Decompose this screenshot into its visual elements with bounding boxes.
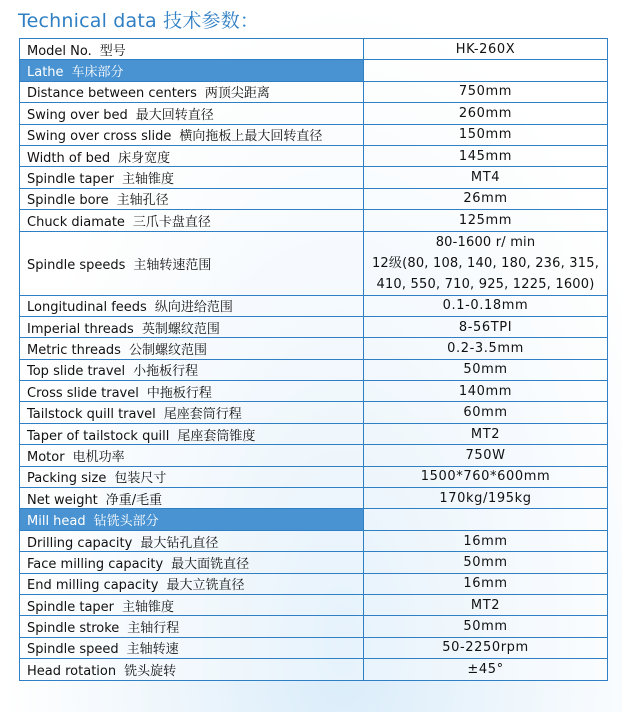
label-cell: End milling capacity 最大立铣直径: [20, 573, 364, 594]
speed-steps-line2: 410, 550, 710, 925, 1225, 1600): [376, 276, 595, 292]
speed-range: 80-1600 r/ min: [435, 234, 536, 250]
label-cell: Motor 电机功率: [20, 445, 364, 466]
label-cell: Tailstock quill travel 尾座套筒行程: [20, 402, 364, 423]
table-row: [20, 552, 608, 573]
table-row: [20, 445, 608, 466]
label-cell: Longitudinal feeds 纵向进给范围: [20, 295, 364, 316]
value-cell: 60mm: [364, 402, 608, 423]
value-cell-multiline: [364, 231, 608, 295]
table-row: [20, 466, 608, 487]
table-row: [20, 295, 608, 316]
label-cell: Spindle speeds 主轴转速范围: [20, 231, 364, 295]
value-cell: 170kg/195kg: [364, 488, 608, 509]
table-row: [20, 423, 608, 444]
value-cell: MT4: [364, 167, 608, 188]
value-cell: MT2: [364, 594, 608, 615]
table-row: [20, 145, 608, 166]
value-cell: 8-56TPI: [364, 316, 608, 337]
table-row: [20, 594, 608, 615]
label-cell: Top slide travel 小拖板行程: [20, 359, 364, 380]
label-cell: Spindle stroke 主轴行程: [20, 616, 364, 637]
value-cell: 750W: [364, 445, 608, 466]
section-empty-cell: [364, 509, 608, 530]
label-cell: Net weight 净重/毛重: [20, 488, 364, 509]
label-cell: Drilling capacity 最大钻孔直径: [20, 530, 364, 551]
value-cell: 50mm: [364, 552, 608, 573]
label-cell: Taper of tailstock quill 尾座套筒锥度: [20, 423, 364, 444]
table-row-spindle-speeds: [20, 231, 608, 295]
value-cell: 260mm: [364, 103, 608, 124]
table-row: [20, 659, 608, 680]
value-cell: 16mm: [364, 530, 608, 551]
table-row: [20, 210, 608, 231]
section-header-mill-head: [20, 509, 608, 530]
value-cell: 125mm: [364, 210, 608, 231]
section-header-lathe: [20, 60, 608, 81]
spec-table: [19, 38, 608, 681]
table-row: [20, 167, 608, 188]
value-cell: 0.2-3.5mm: [364, 338, 608, 359]
value-cell: ±45°: [364, 659, 608, 680]
label-cell: Face milling capacity 最大面铣直径: [20, 552, 364, 573]
label-cell: Chuck diamate 三爪卡盘直径: [20, 210, 364, 231]
label-cell: Spindle taper 主轴锥度: [20, 594, 364, 615]
label-cell: Spindle bore 主轴孔径: [20, 188, 364, 209]
label-cell: Swing over bed 最大回转直径: [20, 103, 364, 124]
label-cell: Cross slide travel 中拖板行程: [20, 381, 364, 402]
value-cell: 50mm: [364, 359, 608, 380]
page-title: Technical data 技术参数：: [18, 10, 260, 32]
table-row: [20, 402, 608, 423]
table-row: [20, 488, 608, 509]
value-cell: 1500*760*600mm: [364, 466, 608, 487]
section-label: Lathe 车床部分: [20, 60, 364, 81]
table-row: [20, 338, 608, 359]
table-row-model: [20, 39, 608, 60]
value-cell: 145mm: [364, 145, 608, 166]
table-row: [20, 81, 608, 102]
label-cell: Model No. 型号: [20, 39, 364, 60]
label-cell: Packing size 包装尺寸: [20, 466, 364, 487]
label-cell: Imperial threads 英制螺纹范围: [20, 316, 364, 337]
label-cell: Spindle speed 主轴转速: [20, 637, 364, 658]
table-row: [20, 637, 608, 658]
value-cell: 140mm: [364, 381, 608, 402]
label-cell: Head rotation 铣头旋转: [20, 659, 364, 680]
value-cell: 50mm: [364, 616, 608, 637]
table-row: [20, 124, 608, 145]
label-cell: Metric threads 公制螺纹范围: [20, 338, 364, 359]
table-row: [20, 316, 608, 337]
value-cell: 0.1-0.18mm: [364, 295, 608, 316]
table-row: [20, 573, 608, 594]
label-cell: Swing over cross slide 横向拖板上最大回转直径: [20, 124, 364, 145]
speed-steps-line1: 12级(80, 108, 140, 180, 236, 315,: [371, 255, 600, 271]
value-cell: 26mm: [364, 188, 608, 209]
label-cell: Spindle taper 主轴锥度: [20, 167, 364, 188]
value-cell: 150mm: [364, 124, 608, 145]
table-row: [20, 359, 608, 380]
value-cell: 50-2250rpm: [364, 637, 608, 658]
label-cell: Width of bed 床身宽度: [20, 145, 364, 166]
table-row: [20, 616, 608, 637]
table-row: [20, 381, 608, 402]
value-cell: 750mm: [364, 81, 608, 102]
label-cell: Distance between centers 两顶尖距离: [20, 81, 364, 102]
value-cell: 16mm: [364, 573, 608, 594]
table-row: [20, 188, 608, 209]
section-empty-cell: [364, 60, 608, 81]
section-label: Mill head 钻铣头部分: [20, 509, 364, 530]
table-row: [20, 103, 608, 124]
value-cell: HK-260X: [364, 39, 608, 60]
table-row: [20, 530, 608, 551]
value-cell: MT2: [364, 423, 608, 444]
